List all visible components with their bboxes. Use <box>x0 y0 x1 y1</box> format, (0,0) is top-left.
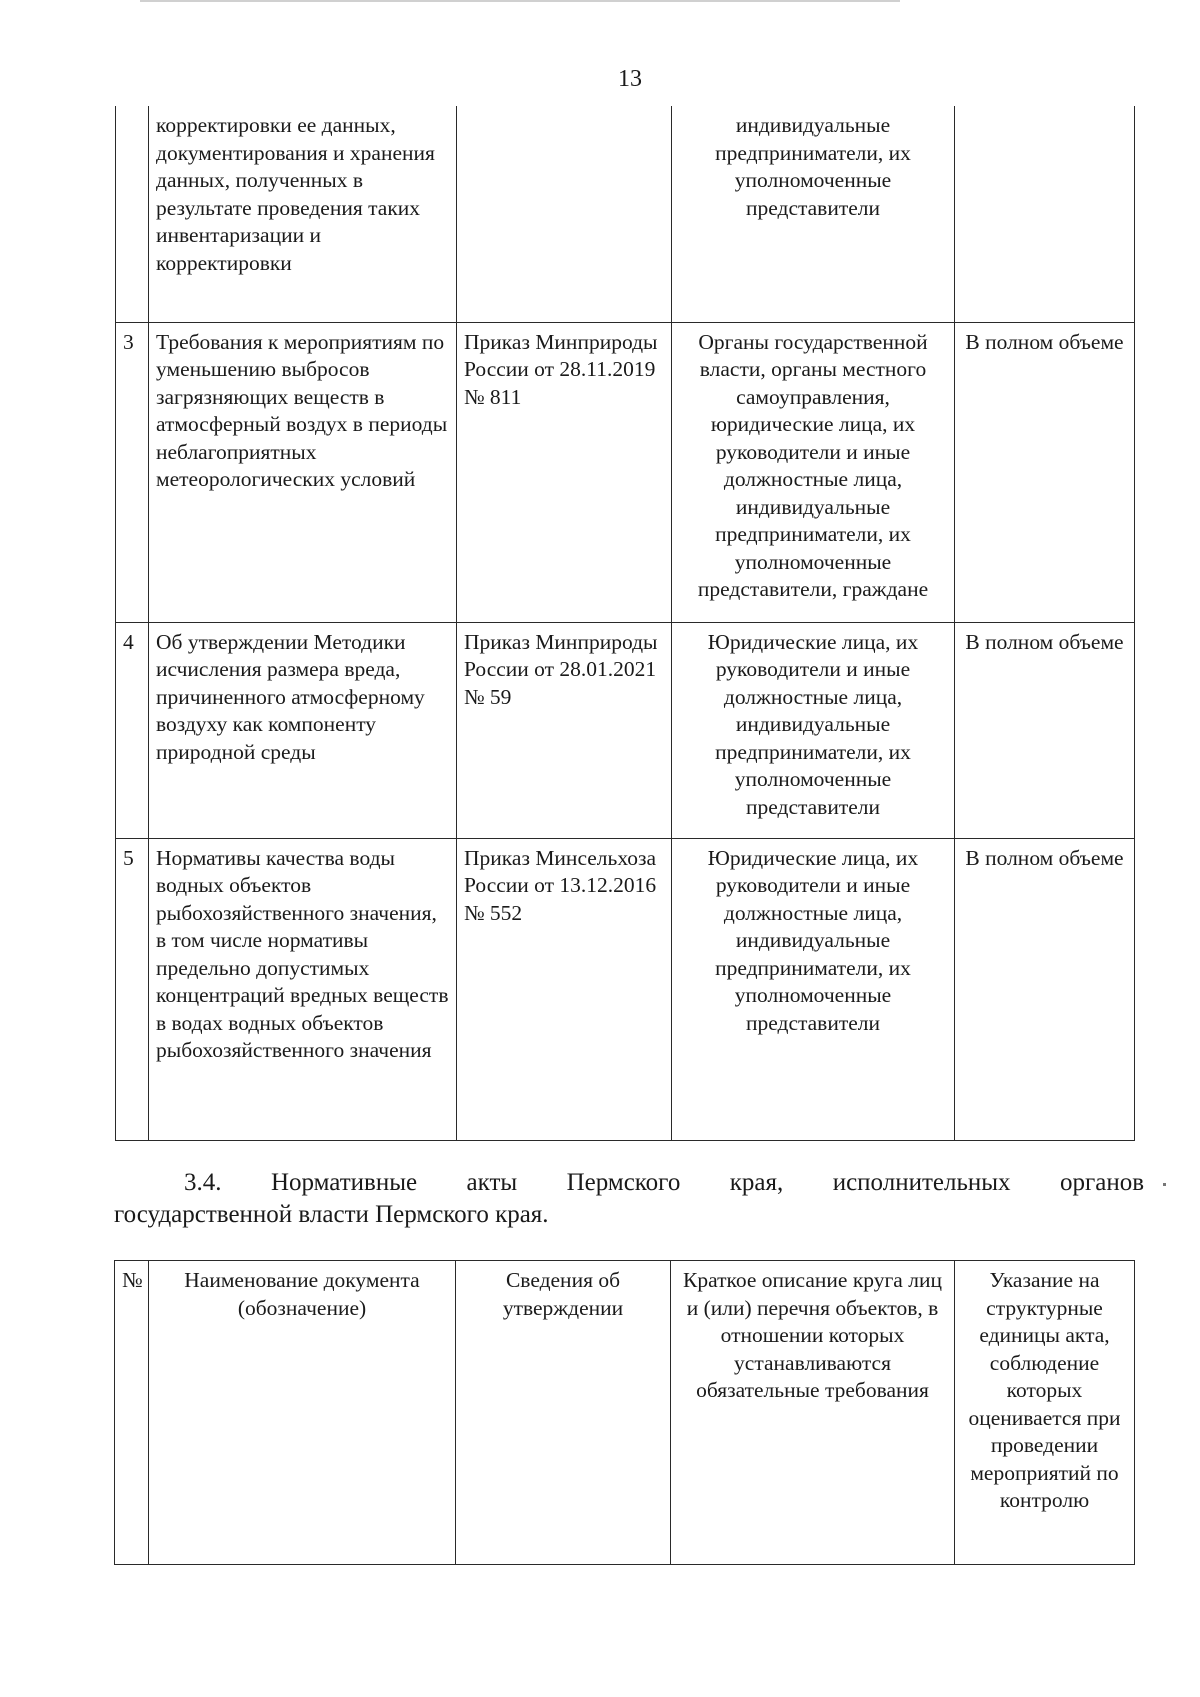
approval-info: Приказ Минприроды России от 28.11.2019 № 811 <box>457 322 672 622</box>
approval-info: Приказ Минсельхоза России от 13.12.2016 № 552 <box>457 838 672 1140</box>
subjects-description: Юридические лица, их руководители и иные должностные лица, индивидуальные предприниматели, их уполномоченные представители <box>672 622 955 838</box>
scope-of-compliance: В полном объеме <box>955 322 1135 622</box>
document-name: Об утверждении Методики исчисления размера вреда, причиненного атмосферному воздуху как компоненту природной среды <box>149 622 457 838</box>
row-number: 4 <box>116 622 149 838</box>
section-heading-line-2: государственной власти Пермского края. <box>114 1201 549 1228</box>
document-name: Нормативы качества воды водных объектов рыбохозяйственного значения, в том числе нормативы предельно допустимых концентраций вредных веществ в водах водных объектов рыбохозяйственного значения <box>149 838 457 1140</box>
header-scope-of-compliance: Указание на структурные единицы акта, соблюдение которых оценивается при проведении мероприятий по контролю <box>955 1261 1135 1565</box>
section-heading-line-1: 3.4. Нормативные акты Пермского края, исполнительных органов <box>184 1169 1144 1196</box>
table-header-row <box>115 1261 1135 1565</box>
page-number: 13 <box>618 66 642 92</box>
scope-of-compliance <box>955 106 1135 322</box>
section-heading <box>114 1167 1144 1231</box>
row-number: 5 <box>116 838 149 1140</box>
table-row <box>116 622 1135 838</box>
header-number: № <box>115 1261 149 1565</box>
table-row <box>116 322 1135 622</box>
scope-of-compliance: В полном объеме <box>955 622 1135 838</box>
scan-edge-mark <box>140 0 900 2</box>
table-row <box>116 106 1135 322</box>
row-number: 3 <box>116 322 149 622</box>
approval-info: Приказ Минприроды России от 28.01.2021 № 59 <box>457 622 672 838</box>
regional-acts-table <box>114 1260 1135 1565</box>
header-approval-info: Сведения об утверждении <box>456 1261 671 1565</box>
row-number <box>116 106 149 322</box>
approval-info <box>457 106 672 322</box>
subjects-description: Юридические лица, их руководители и иные должностные лица, индивидуальные предприниматели, их уполномоченные представители <box>672 838 955 1140</box>
scan-margin-dot <box>1163 1183 1166 1186</box>
scope-of-compliance: В полном объеме <box>955 838 1135 1140</box>
header-subjects-description: Краткое описание круга лиц и (или) перечня объектов, в отношении которых устанавливаются обязательные требования <box>671 1261 955 1565</box>
subjects-description: Органы государственной власти, органы местного самоуправления, юридические лица, их руководители и иные должностные лица, индивидуальные предприниматели, их уполномоченные представители, граждане <box>672 322 955 622</box>
header-document-name: Наименование документа (обозначение) <box>149 1261 456 1565</box>
document-name: корректировки ее данных, документирования и хранения данных, полученных в результате проведения таких инвентаризации и корректировки <box>149 106 457 322</box>
table-row <box>116 838 1135 1140</box>
requirements-table <box>115 106 1135 1141</box>
subjects-description: индивидуальные предприниматели, их уполномоченные представители <box>672 106 955 322</box>
document-name: Требования к мероприятиям по уменьшению выбросов загрязняющих веществ в атмосферный воздух в периоды неблагоприятных метеорологических условий <box>149 322 457 622</box>
